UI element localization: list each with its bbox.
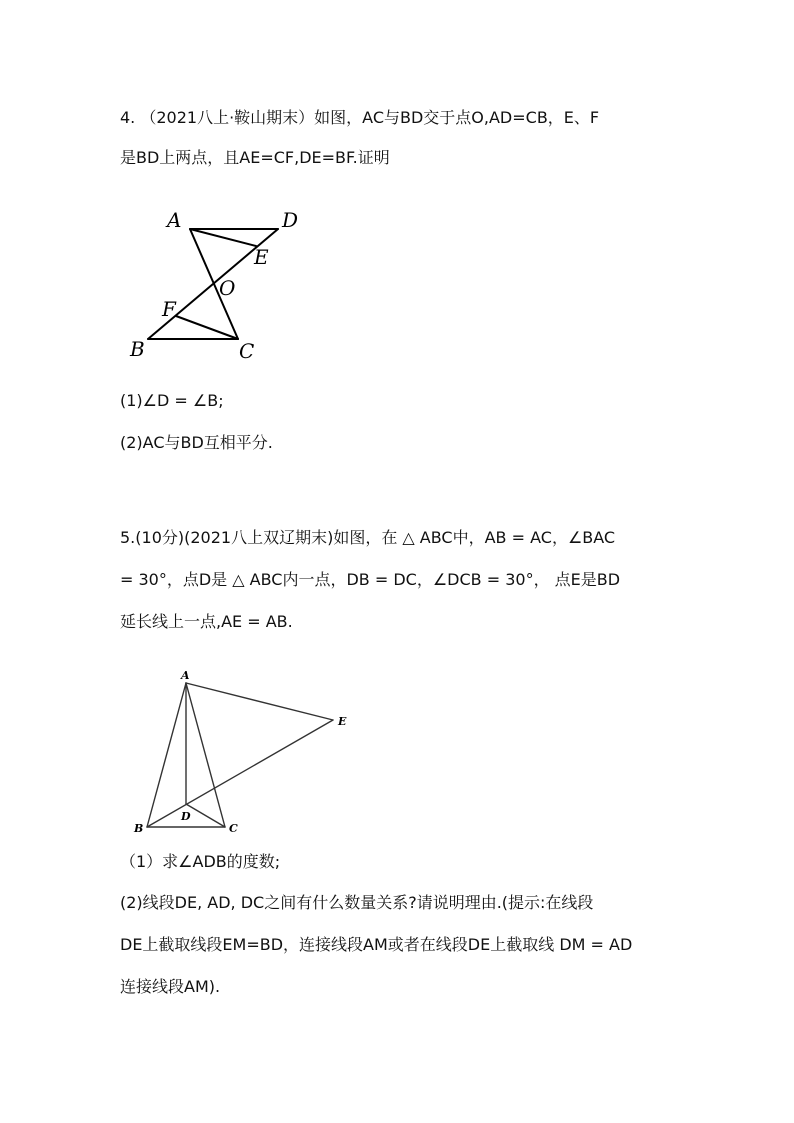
label-A: A xyxy=(181,669,190,682)
problem5-line2: = 30°，点D是 △ ABC内一点，DB = DC，∠DCB = 30°， 点E是BD xyxy=(120,570,621,589)
problem4-part2: (2)AC与BD互相平分. xyxy=(120,433,273,452)
label-B: B xyxy=(134,822,144,835)
label-B: B xyxy=(130,337,145,361)
problem4-figure xyxy=(125,205,325,365)
label-A: A xyxy=(167,208,182,232)
problem4-part1: (1)∠D = ∠B; xyxy=(120,391,224,410)
label-O: O xyxy=(219,276,236,300)
segment-AE xyxy=(190,229,256,246)
problem5-part2-line3: 连接线段AM). xyxy=(120,977,221,996)
label-F: F xyxy=(162,297,176,321)
problem4-line2: 是BD上两点，且AE=CF,DE=BF.证明 xyxy=(120,148,390,167)
segment-AC xyxy=(186,683,225,827)
problem5-part1: （1）求∠ADB的度数; xyxy=(120,852,281,871)
label-E: E xyxy=(254,245,269,269)
segment-AB xyxy=(147,683,186,827)
segment-BE xyxy=(147,720,333,827)
problem5-part2-line1: (2)线段DE, AD, DC之间有什么数量关系?请说明理由.(提示:在线段 xyxy=(120,893,594,912)
problem4-line1: 4. （2021八上·鞍山期末）如图，AC与BD交于点O,AD=CB，E、F xyxy=(120,108,600,127)
problem5-part2-line2: DE上截取线段EM=BD，连接线段AM或者在线段DE上截取线 DM = AD xyxy=(120,935,633,954)
problem5-figure xyxy=(125,662,355,837)
label-C: C xyxy=(239,339,255,363)
label-D: D xyxy=(181,810,191,823)
label-C: C xyxy=(229,822,238,835)
label-E: E xyxy=(338,715,347,728)
problem5-line3: 延长线上一点,AE = AB. xyxy=(120,612,293,631)
problem5-line1: 5.(10分)(2021八上双辽期末)如图，在 △ ABC中，AB = AC，∠BAC xyxy=(120,528,616,547)
segment-AE xyxy=(186,683,333,720)
label-D: D xyxy=(282,208,299,232)
